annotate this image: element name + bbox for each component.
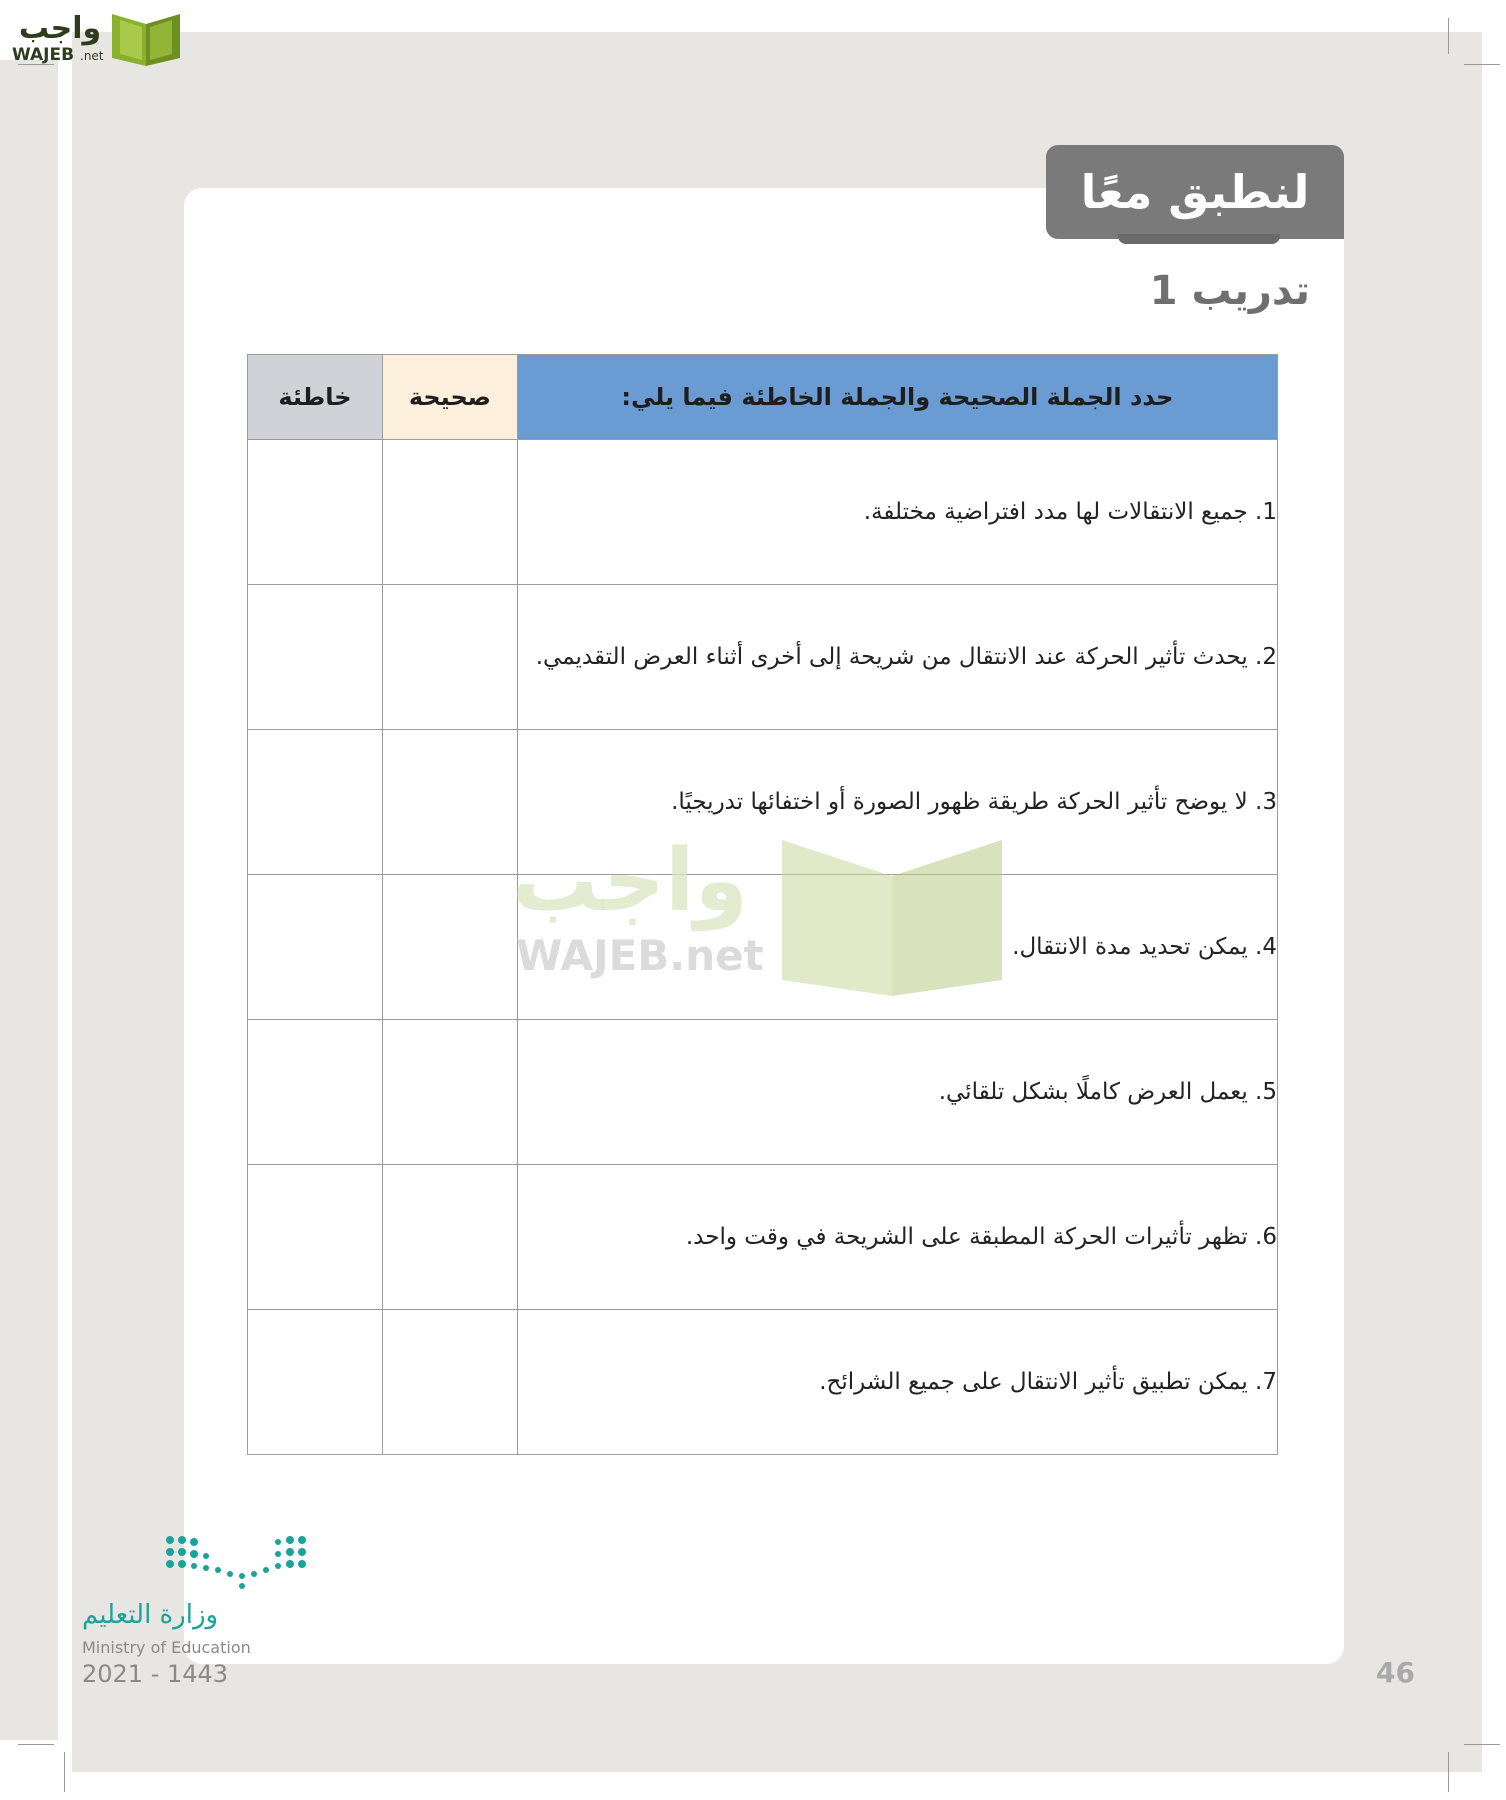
table-row — [248, 1165, 1278, 1310]
wajeb-logo[interactable] — [8, 6, 192, 68]
statement-cell: 3. لا يوضح تأثير الحركة طريقة ظهور الصورة أو اختفائها تدريجيًا. — [517, 730, 1277, 875]
table-header-row — [248, 355, 1278, 440]
section-tab-label: لنطبق معًا — [1080, 165, 1310, 219]
false-answer-cell[interactable] — [248, 1165, 383, 1310]
crop-mark — [1464, 1744, 1500, 1745]
table-row — [248, 1310, 1278, 1455]
section-tab — [1046, 145, 1344, 239]
watermark-latin: WAJEB.net — [516, 931, 764, 980]
true-answer-cell[interactable] — [382, 875, 517, 1020]
true-answer-cell[interactable] — [382, 440, 517, 585]
false-answer-cell[interactable] — [248, 585, 383, 730]
book-icon — [112, 14, 180, 66]
wajeb-logo-arabic: واجب — [18, 11, 102, 46]
statement-cell: 7. يمكن تطبيق تأثير الانتقال على جميع الشرائح. — [517, 1310, 1277, 1455]
crop-mark — [1448, 18, 1449, 54]
false-answer-cell[interactable] — [248, 730, 383, 875]
header-false: خاطئة — [248, 355, 383, 440]
statement-cell: 6. تظهر تأثيرات الحركة المطبقة على الشريحة في وقت واحد. — [517, 1165, 1277, 1310]
table-row — [248, 440, 1278, 585]
header-true: صحيحة — [382, 355, 517, 440]
exercise-title: تدريب 1 — [1149, 268, 1310, 314]
table-row — [248, 875, 1278, 1020]
true-answer-cell[interactable] — [382, 1165, 517, 1310]
watermark-arabic: واجب — [512, 831, 748, 931]
crop-mark — [64, 1752, 65, 1792]
table-row — [248, 1020, 1278, 1165]
true-answer-cell[interactable] — [382, 1020, 517, 1165]
header-question: حدد الجملة الصحيحة والجملة الخاطئة فيما يلي: — [517, 355, 1277, 440]
statement-cell: 2. يحدث تأثير الحركة عند الانتقال من شريحة إلى أخرى أثناء العرض التقديمي. — [517, 585, 1277, 730]
true-answer-cell[interactable] — [382, 1310, 517, 1455]
ministry-name-arabic: وزارة التعليم — [82, 1600, 219, 1630]
statement-cell: 4. يمكن تحديد مدة الانتقال. — [517, 875, 1277, 1020]
false-answer-cell[interactable] — [248, 1310, 383, 1455]
true-answer-cell[interactable] — [382, 730, 517, 875]
statement-cell: 1. جميع الانتقالات لها مدد افتراضية مختلفة. — [517, 440, 1277, 585]
section-tab-notch — [1118, 234, 1280, 244]
false-answer-cell[interactable] — [248, 875, 383, 1020]
table-row — [248, 730, 1278, 875]
statement-cell: 5. يعمل العرض كاملًا بشكل تلقائي. — [517, 1020, 1277, 1165]
false-answer-cell[interactable] — [248, 440, 383, 585]
wajeb-logo-latin: WAJEB — [12, 45, 75, 65]
false-answer-cell[interactable] — [248, 1020, 383, 1165]
crop-mark — [18, 1744, 54, 1745]
true-false-table — [247, 354, 1278, 1455]
ministry-year: 2021 - 1443 — [82, 1660, 229, 1688]
ministry-name-english: Ministry of Education — [82, 1638, 251, 1657]
wajeb-logo-suffix: .net — [80, 49, 104, 63]
crop-mark — [1464, 64, 1500, 65]
true-answer-cell[interactable] — [382, 585, 517, 730]
crop-mark — [1448, 1752, 1449, 1792]
table-row — [248, 585, 1278, 730]
page-margin-strip — [0, 60, 58, 1740]
page-number: 46 — [1376, 1656, 1415, 1689]
